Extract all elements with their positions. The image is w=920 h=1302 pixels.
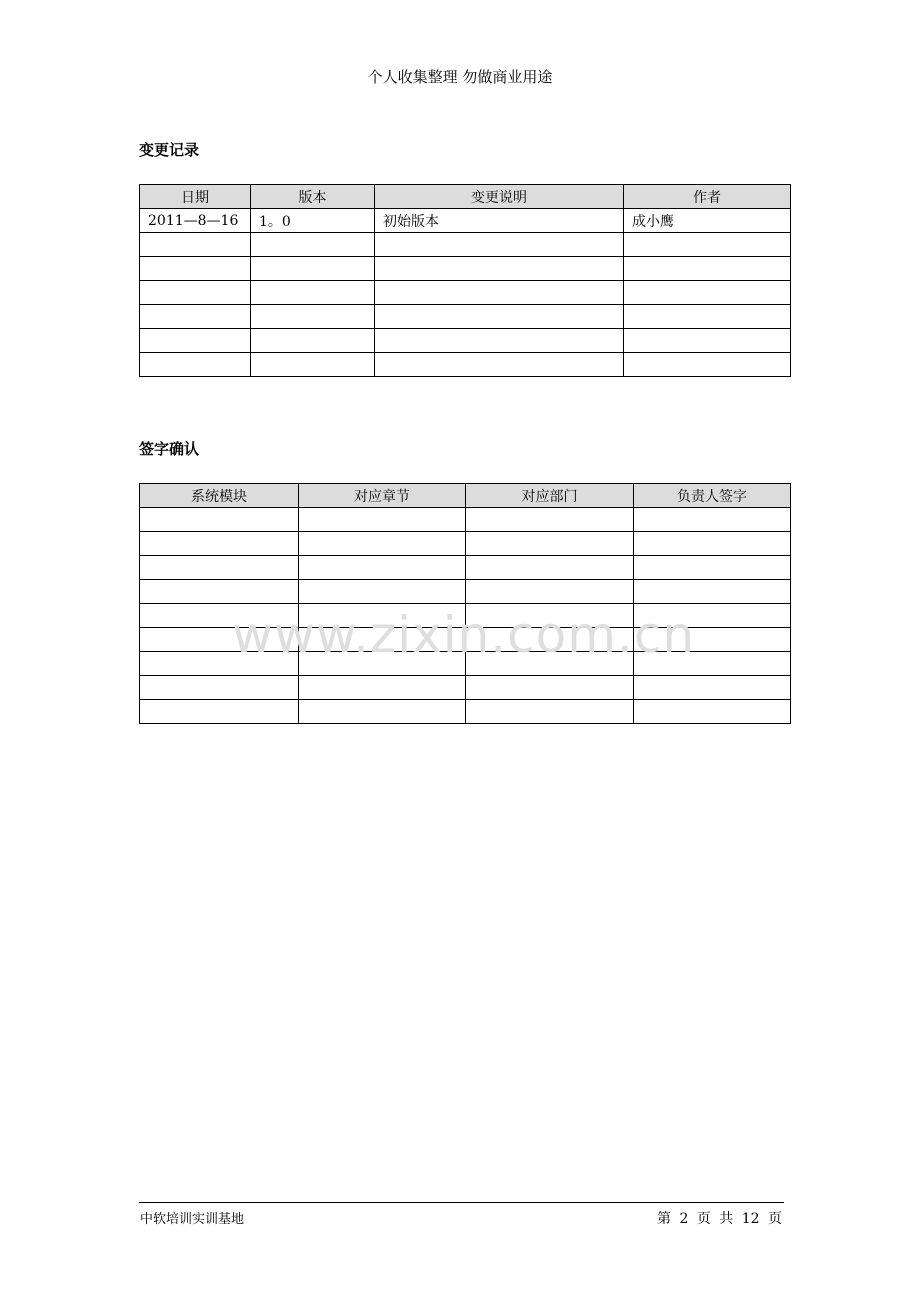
table-row — [140, 257, 791, 281]
cell-version — [251, 233, 375, 257]
cell-author — [624, 329, 791, 353]
table-row — [140, 305, 791, 329]
cell-version — [251, 305, 375, 329]
table-row — [140, 329, 791, 353]
watermark: www.zixin.com.cn — [232, 606, 696, 664]
cell-department — [466, 580, 634, 604]
cell-version — [251, 257, 375, 281]
cell-date — [140, 281, 251, 305]
cell-module — [140, 532, 299, 556]
table-row — [140, 353, 791, 377]
cell-author — [624, 281, 791, 305]
cell-version — [251, 281, 375, 305]
cell-department — [466, 508, 634, 532]
signature-header-row — [140, 484, 791, 508]
signature-title: 签字确认 — [139, 440, 200, 458]
change-log-table — [139, 184, 791, 377]
table-row — [140, 233, 791, 257]
header-description: 变更说明 — [375, 185, 624, 209]
change-log-title: 变更记录 — [139, 141, 200, 159]
cell-author: 成小鹰 — [624, 209, 791, 233]
table-row — [140, 556, 791, 580]
footer-divider — [139, 1202, 784, 1203]
header-department: 对应部门 — [466, 484, 634, 508]
footer-page-number: 第 2 页 共 12 页 — [657, 1211, 782, 1227]
table-row — [140, 676, 791, 700]
cell-author — [624, 305, 791, 329]
cell-date — [140, 233, 251, 257]
cell-version — [251, 353, 375, 377]
cell-description — [375, 353, 624, 377]
header-date: 日期 — [140, 185, 251, 209]
header-author: 作者 — [624, 185, 791, 209]
change-log-header-row — [140, 185, 791, 209]
cell-author — [624, 353, 791, 377]
cell-module — [140, 580, 299, 604]
cell-chapter — [299, 508, 466, 532]
cell-module — [140, 508, 299, 532]
cell-signer — [634, 508, 791, 532]
table-row — [140, 281, 791, 305]
cell-version — [251, 329, 375, 353]
cell-module — [140, 556, 299, 580]
cell-department — [466, 532, 634, 556]
footer-organization: 中软培训实训基地 — [140, 1212, 245, 1227]
header-note: 个人收集整理 勿做商业用途 — [367, 68, 553, 86]
table-row — [140, 700, 791, 724]
cell-date — [140, 257, 251, 281]
cell-chapter — [299, 556, 466, 580]
table-row — [140, 532, 791, 556]
cell-author — [624, 257, 791, 281]
table-row — [140, 209, 791, 233]
header-signer: 负责人签字 — [634, 484, 791, 508]
table-row — [140, 508, 791, 532]
cell-department — [466, 556, 634, 580]
cell-module — [140, 676, 299, 700]
cell-signer — [634, 556, 791, 580]
signature-table — [139, 483, 791, 724]
header-version: 版本 — [251, 185, 375, 209]
cell-date — [140, 353, 251, 377]
cell-description — [375, 329, 624, 353]
header-chapter: 对应章节 — [299, 484, 466, 508]
cell-department — [466, 700, 634, 724]
cell-description — [375, 233, 624, 257]
cell-chapter — [299, 580, 466, 604]
cell-description — [375, 305, 624, 329]
cell-signer — [634, 676, 791, 700]
cell-description — [375, 281, 624, 305]
cell-signer — [634, 580, 791, 604]
cell-chapter — [299, 700, 466, 724]
cell-author — [624, 233, 791, 257]
cell-signer — [634, 700, 791, 724]
cell-description: 初始版本 — [375, 209, 624, 233]
cell-date — [140, 329, 251, 353]
cell-version: 1。0 — [251, 209, 375, 233]
cell-chapter — [299, 532, 466, 556]
cell-date: 2011—8—16 — [140, 209, 251, 233]
cell-signer — [634, 532, 791, 556]
cell-date — [140, 305, 251, 329]
cell-module — [140, 700, 299, 724]
cell-chapter — [299, 676, 466, 700]
cell-description — [375, 257, 624, 281]
header-module: 系统模块 — [140, 484, 299, 508]
cell-department — [466, 676, 634, 700]
table-row — [140, 580, 791, 604]
